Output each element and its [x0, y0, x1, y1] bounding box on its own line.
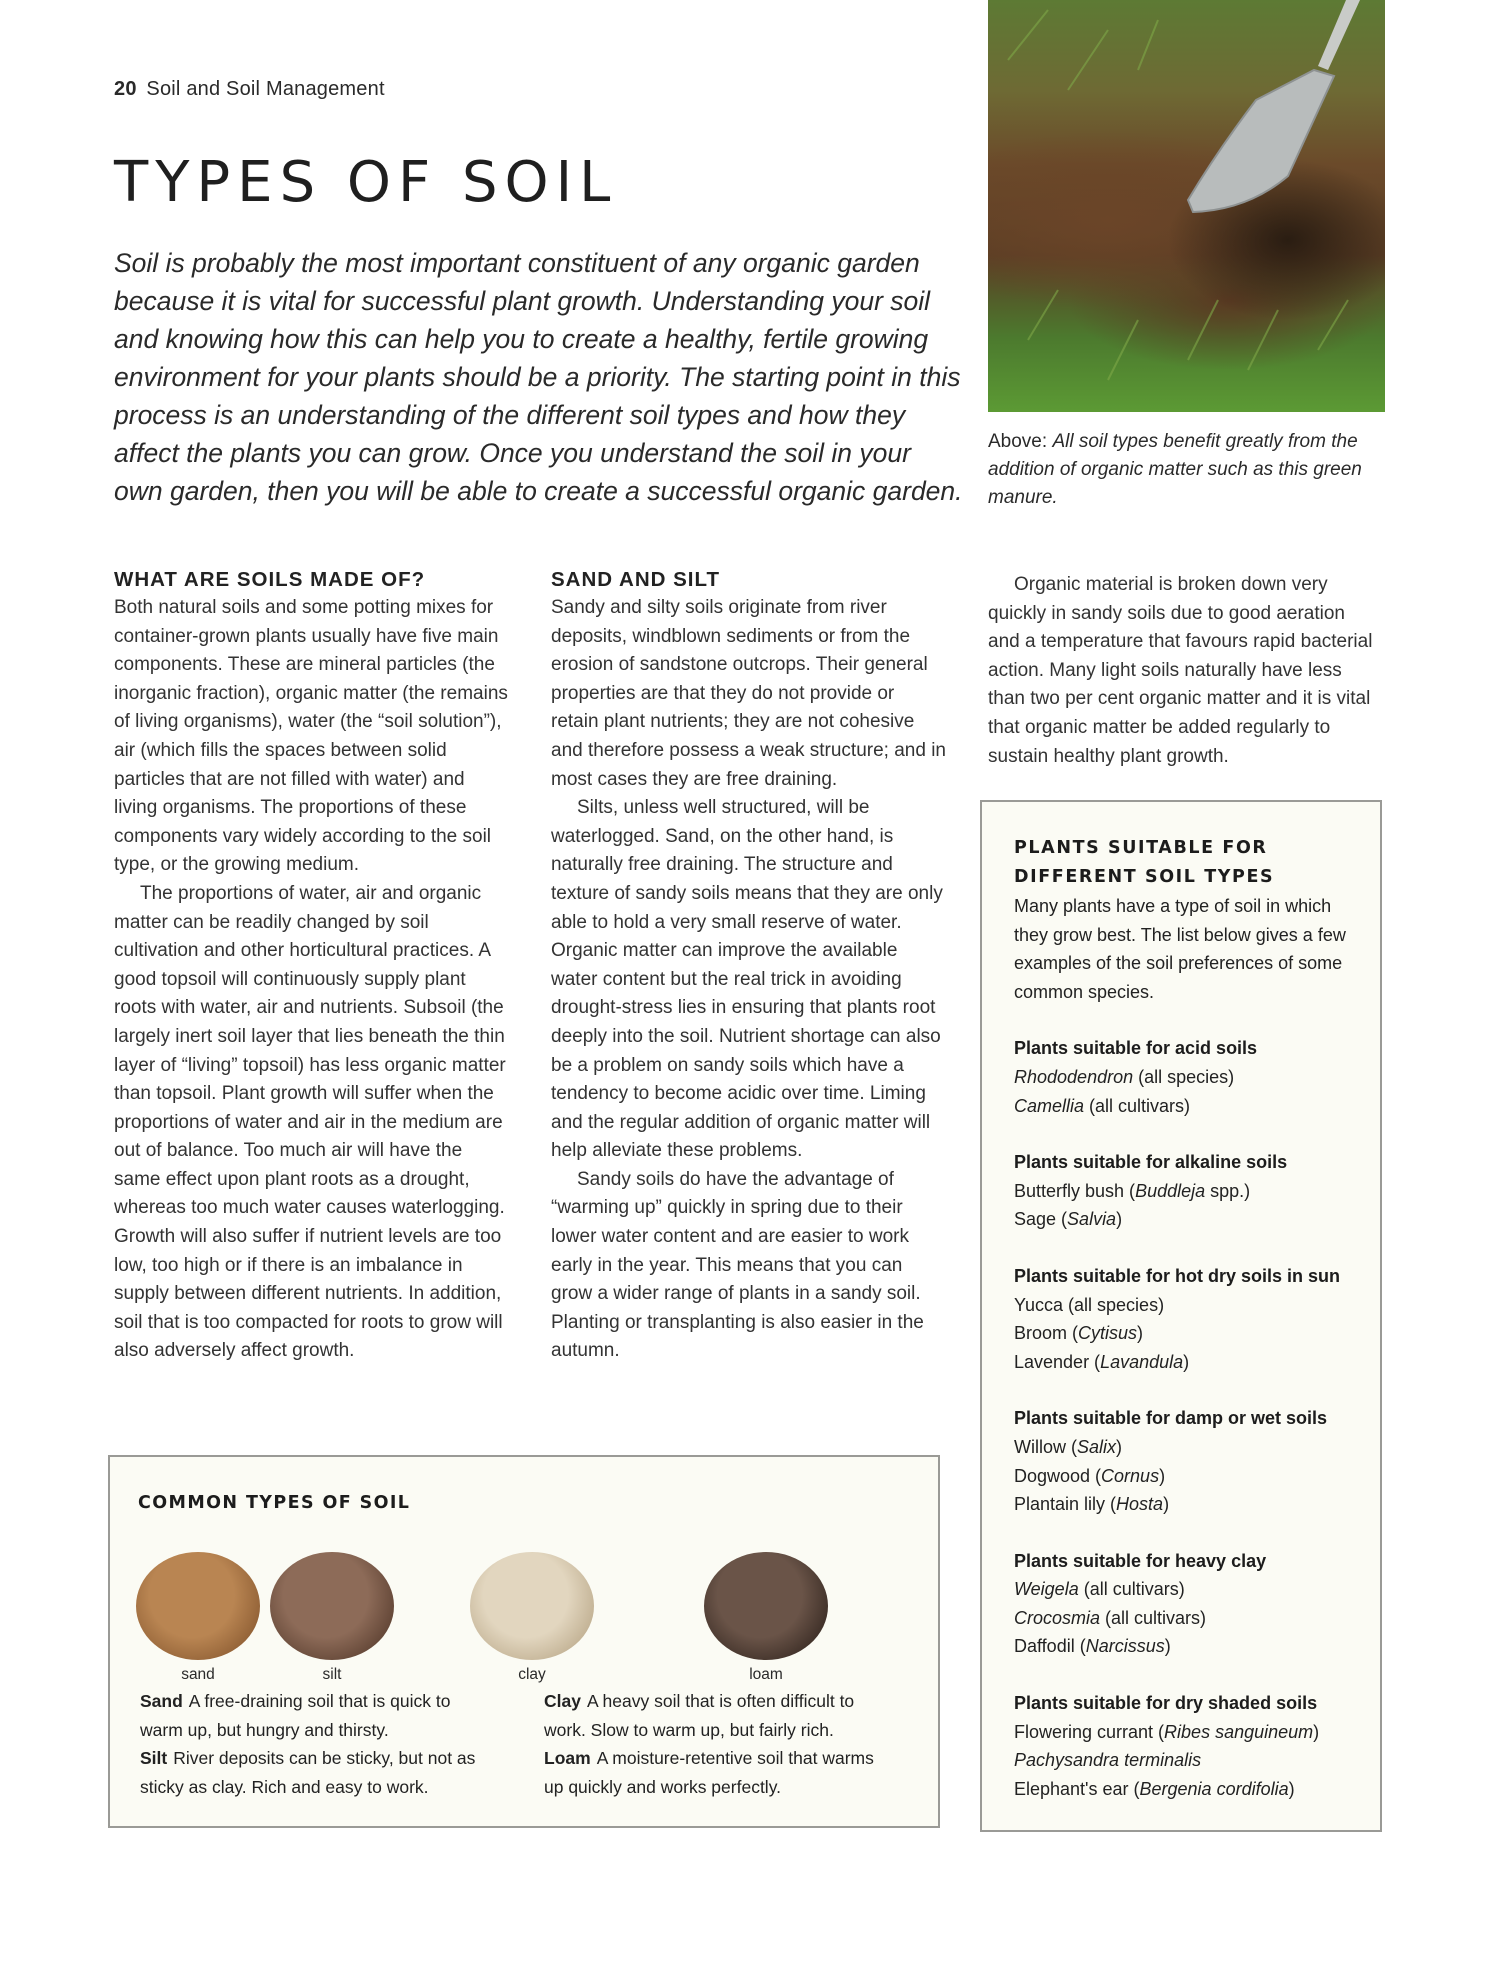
section-title: Soil and Soil Management — [146, 78, 385, 100]
plant-item: Camellia (all cultivars) — [1014, 1095, 1191, 1116]
soil-term: Silt — [140, 1748, 168, 1768]
caption-prefix: Above: — [988, 431, 1053, 452]
soil-description — [140, 1687, 480, 1744]
plant-item: Sage (Salvia) — [1014, 1209, 1123, 1230]
plant-category-title: Plants suitable for damp or wet soils — [1014, 1408, 1328, 1429]
plant-category — [1014, 1034, 1380, 1120]
soil-pile-image — [270, 1552, 394, 1660]
soil-term: Sand — [140, 1691, 183, 1711]
page-title: TYPES OF SOIL — [114, 150, 618, 215]
soil-box-heading: COMMON TYPES OF SOIL — [138, 1493, 411, 1513]
plants-suitable-box — [980, 800, 1382, 1832]
plant-item: Plantain lily (Hosta) — [1014, 1494, 1170, 1515]
heading-line: PLANTS SUITABLE FOR — [1014, 838, 1268, 858]
plant-category — [1014, 1404, 1380, 1518]
plant-item: Pachysandra terminalis — [1014, 1750, 1202, 1771]
soil-term: Clay — [544, 1691, 581, 1711]
plant-category-title: Plants suitable for alkaline soils — [1014, 1152, 1288, 1173]
paragraph: Organic material is broken down very quickly in sandy soils due to good aeration and a temperature that favours rapid bacterial action. Many light soils naturally have less than two per cent organic matter and it is vital that organic matter be added regularly to sustain healthy plant growth. — [988, 574, 1373, 767]
soil-term: Loam — [544, 1748, 591, 1768]
heading-line: DIFFERENT SOIL TYPES — [1014, 867, 1275, 887]
column-sand-and-silt — [551, 566, 947, 1366]
soil-sample-sand — [128, 1552, 268, 1684]
paragraph: Both natural soils and some potting mixes for container-grown plants usually have five main components. These are mineral particles (the inorganic fraction), organic matter (the remains of living organisms), water (the “soil solution”), air (which fills the spaces between solid particles that are not filled with water) and living organisms. The proportions of these components vary widely according to the soil type, or the growing medium. — [114, 597, 508, 876]
soil-sample-loam — [696, 1552, 836, 1684]
plant-item: Weigela (all cultivars) — [1014, 1579, 1185, 1600]
soil-sample-label: silt — [322, 1666, 342, 1683]
plant-category-title: Plants suitable for dry shaded soils — [1014, 1693, 1318, 1714]
soil-description — [140, 1744, 480, 1801]
soil-sample-label: loam — [749, 1666, 783, 1683]
soil-text: A heavy soil that is often difficult to work. Slow to warm up, but fairly rich. — [544, 1691, 855, 1740]
section-heading: SAND AND SILT — [551, 568, 721, 591]
column-soils-made-of — [114, 566, 510, 1366]
soil-sample-clay — [462, 1552, 602, 1684]
soil-description — [544, 1687, 884, 1744]
common-soil-types-box — [108, 1455, 940, 1828]
plant-item: Daffodil (Narcissus) — [1014, 1636, 1171, 1657]
green-manure-photo — [988, 0, 1385, 412]
soil-pile-image — [470, 1552, 594, 1660]
plant-category-list — [1014, 1034, 1380, 1803]
soil-pile-image — [704, 1552, 828, 1660]
plant-item: Rhododendron (all species) — [1014, 1066, 1235, 1087]
plant-item: Butterfly bush (Buddleja spp.) — [1014, 1180, 1251, 1201]
soil-sample-label: clay — [518, 1666, 546, 1683]
plant-item: Flowering currant (Ribes sanguineum) — [1014, 1721, 1320, 1742]
paragraph: Silts, unless well structured, will be waterlogged. Sand, on the other hand, is naturally free draining. The structure and texture of sandy soils means that they are only able to hold a very small reserve of water. Organic matter can improve the available water content but the real trick in avoiding drought-stress lies in ensuring that plants root deeply into the soil. Nutrient shortage can also be a problem on sandy soils which have a tendency to become acidic over time. Liming and the regular addition of organic matter will help alleviate these problems. — [551, 797, 943, 1162]
caption-text: All soil types benefit greatly from the addition of organic matter such as this green manure. — [988, 431, 1362, 508]
page-number: 20 — [114, 78, 137, 100]
photo-caption — [988, 428, 1388, 512]
plant-category-title: Plants suitable for hot dry soils in sun — [1014, 1265, 1341, 1286]
plant-item: Broom (Cytisus) — [1014, 1323, 1144, 1344]
soil-sample-silt — [262, 1552, 402, 1684]
plant-item: Willow (Salix) — [1014, 1436, 1123, 1457]
paragraph: Sandy soils do have the advantage of “warming up” quickly in spring due to their lower water content and are easier to work early in the year. This means that you can grow a wider range of plants in a sandy soil. Planting or transplanting is also easier in the autumn. — [551, 1168, 924, 1362]
soil-descriptions-left — [140, 1687, 480, 1801]
plant-category-title: Plants suitable for acid soils — [1014, 1038, 1258, 1059]
soil-text: A free-draining soil that is quick to warm up, but hungry and thirsty. — [140, 1691, 451, 1740]
plant-category — [1014, 1689, 1380, 1803]
plant-category — [1014, 1262, 1380, 1376]
plant-item: Elephant's ear (Bergenia cordifolia) — [1014, 1778, 1295, 1799]
plant-item: Yucca (all species) — [1014, 1294, 1165, 1315]
intro-paragraph: Soil is probably the most important constituent of any organic garden because it is vital for successful plant growth. Understanding your soil and knowing how this can help you to create a healthy, fertile growing environment for your plants should be a priority. The starting point in this process is an understanding of the different soil types and how they affect the plants you can grow. Once you understand the soil in your own garden, then you will be able to create a successful organic garden. — [114, 248, 963, 506]
plant-item: Lavender (Lavandula) — [1014, 1351, 1190, 1372]
plant-category — [1014, 1148, 1380, 1234]
soil-text: A moisture-retentive soil that warms up quickly and works perfectly. — [544, 1748, 874, 1797]
running-head — [114, 78, 385, 101]
paragraph: The proportions of water, air and organic matter can be readily changed by soil cultivation and other horticultural practices. A good topsoil will continuously supply plant roots with water, air and nutrients. Subsoil (the largely inert soil layer that lies beneath the thin layer of “living” topsoil) has less organic matter than topsoil. Plant growth will suffer when the proportions of water and air in the medium are out of balance. Too much air will have the same effect upon plant roots as a drought, whereas too much water causes waterlogging. Growth will also suffer if nutrient levels are too low, too high or if there is an imbalance in supply between different nutrients. In addition, soil that is too compacted for roots to grow will also adversely affect growth. — [114, 882, 506, 1362]
spade-icon — [988, 0, 1385, 412]
plant-item: Crocosmia (all cultivars) — [1014, 1607, 1207, 1628]
soil-text: River deposits can be sticky, but not as sticky as clay. Rich and easy to work. — [140, 1748, 476, 1797]
plant-item: Dogwood (Cornus) — [1014, 1465, 1166, 1486]
plant-category — [1014, 1547, 1380, 1661]
soil-description — [544, 1744, 884, 1801]
column-organic-material — [988, 571, 1378, 771]
plants-box-heading — [1014, 834, 1380, 892]
paragraph: Sandy and silty soils originate from river deposits, windblown sediments or from the erosion of sandstone outcrops. Their general properties are that they do not provide or retain plant nutrients; they are not cohesive and therefore possess a weak structure; and in most cases they are free draining. — [551, 597, 947, 790]
plant-category-title: Plants suitable for heavy clay — [1014, 1550, 1267, 1571]
section-heading: WHAT ARE SOILS MADE OF? — [114, 568, 426, 591]
soil-sample-label: sand — [181, 1666, 215, 1683]
soil-descriptions-right — [544, 1687, 884, 1801]
plants-box-lead: Many plants have a type of soil in which they grow best. The list below gives a few examples of the soil preferences of some common species. — [1014, 896, 1346, 1002]
soil-pile-image — [136, 1552, 260, 1660]
